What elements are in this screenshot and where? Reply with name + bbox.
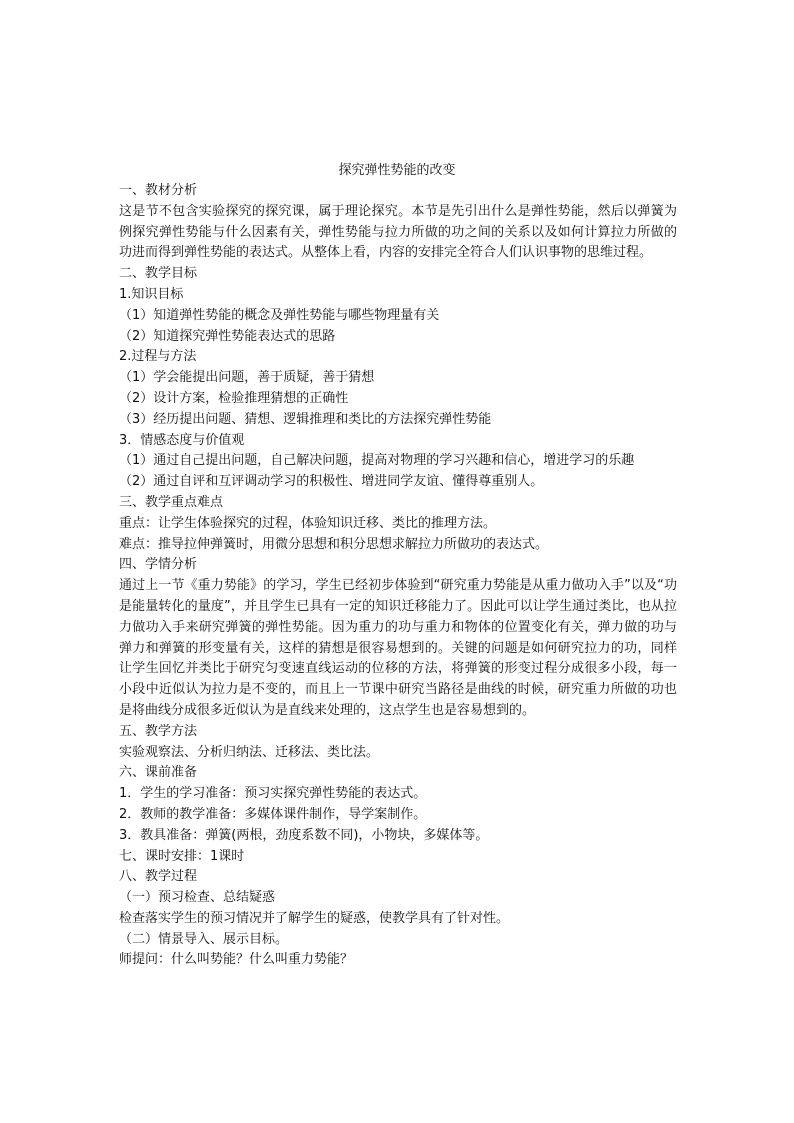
heading-section-6: 六、课前准备	[119, 765, 198, 781]
teacher-question-line: 师提问：什么叫势能？什么叫重力势能？	[119, 952, 354, 968]
list-item: （2）通过自评和互评调动学习的积极性、增进同学友谊、懂得尊重别人。	[119, 474, 544, 490]
heading-section-2: 二、教学目标	[119, 266, 198, 282]
heading-section-8: 八、教学过程	[119, 869, 198, 885]
list-item: （1）学会能提出问题，善于质疑，善于猜想	[119, 370, 375, 386]
list-item: （3）经历提出问题、猜想、逻辑推理和类比的方法探究弹性势能	[119, 411, 492, 427]
heading-section-7: 七、课时安排：1课时	[119, 848, 245, 864]
subheading-preview-check: （一）预习检查、总结疑惑	[119, 890, 276, 906]
document-title: 探究弹性势能的改变	[338, 163, 456, 178]
list-item: （2）设计方案，检验推理猜想的正确性	[119, 390, 349, 406]
paragraph-textbook-analysis: 这是节不包含实验探究的探究课，属于理论探究。本节是先引出什么是弹性势能，然后以弹簧为例探究弹性势能与什么因素有关，弹性势能与拉力所做的功之间的关系以及如何计算拉力所做的功进而得到弹性势能的表达式。从整体上看，内容的安排完全符合人们认识事物的思维过程。	[119, 203, 677, 261]
list-item: 2．教师的教学准备：多媒体课件制作，导学案制作。	[119, 806, 427, 822]
heading-section-3: 三、教学重点难点	[119, 494, 224, 510]
key-point-line: 重点：让学生体验探究的过程，体验知识迁移、类比的推理方法。	[119, 515, 497, 531]
heading-section-1: 一、教材分析	[119, 183, 198, 198]
teaching-methods-line: 实验观察法、分析归纳法、迁移法、类比法。	[119, 744, 380, 760]
list-item: 3．教具准备：弹簧(两根，劲度系数不同)，小物块，多媒体等。	[119, 827, 489, 843]
list-item: （1）通过自己提出问题，自己解决问题，提高对物理的学习兴趣和信心，增进学习的乐趣	[119, 453, 635, 469]
list-item: （2）知道探究弹性势能表达式的思路	[119, 328, 336, 344]
list-item: （1）知道弹性势能的概念及弹性势能与哪些物理量有关	[119, 307, 440, 323]
preview-check-line: 检查落实学生的预习情况并了解学生的疑惑，使教学具有了针对性。	[119, 910, 510, 926]
heading-section-5: 五、教学方法	[119, 723, 198, 739]
subheading-attitudes-values: 3．情感态度与价值观	[119, 432, 245, 448]
difficult-point-line: 难点：推导拉伸弹簧时，用微分思想和积分思想求解拉力所做功的表达式。	[119, 536, 549, 552]
heading-section-4: 四、学情分析	[119, 557, 198, 573]
subheading-knowledge-goals: 1.知识目标	[119, 286, 184, 302]
document-body	[119, 181, 677, 971]
paragraph-student-analysis: 通过上一节《重力势能》的学习，学生已经初步体验到“研究重力势能是从重力做功入手”以及“功是能量转化的量度”，并且学生已具有一定的知识迁移能力了。因此可以让学生通过类比，也从拉力做功入手来研究弹簧的弹性势能。因为重力的功与重力和物体的位置变化有关，弹力做的功与弹力和弹簧的形变量有关，这样的猜想是很容易想到的。关键的问题是如何研究拉力的功，同样让学生回忆并类比于研究匀变速直线运动的位移的方法，将弹簧的形变过程分成很多小段，每一小段中近似认为拉力是不变的，而且上一节课中研究当路径是曲线的时候，研究重力所做的功也是将曲线分成很多近似认为是直线来处理的，这点学生也是容易想到的。	[119, 578, 677, 718]
subheading-process-methods: 2.过程与方法	[119, 349, 197, 365]
subheading-scenario-intro: （二）情景导入、展示目标。	[119, 931, 289, 947]
list-item: 1．学生的学习准备：预习实探究弹性势能的表达式。	[119, 786, 427, 802]
